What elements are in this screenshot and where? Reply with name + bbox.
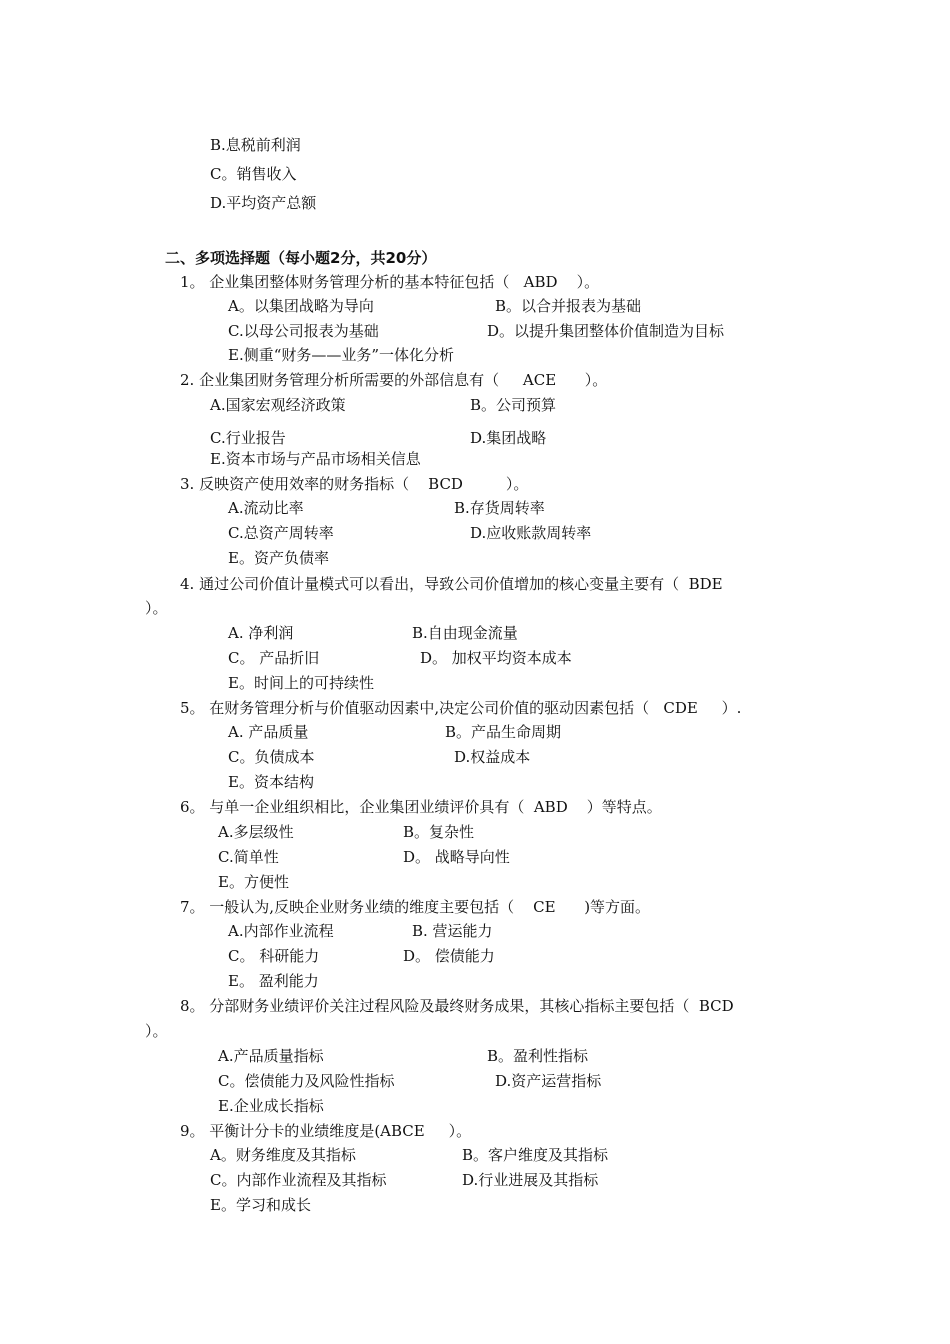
question-8-option-b: B。盈利性指标: [487, 1047, 589, 1065]
question-7-option-b: B. 营运能力: [412, 922, 493, 940]
question-1-stem: 1。 企业集团整体财务管理分析的基本特征包括（ ABD ）。: [180, 273, 600, 291]
question-2-option-a: A.国家宏观经济政策: [210, 396, 346, 414]
question-7-option-e: E。 盈利能力: [228, 972, 319, 990]
question-3-option-a: A.流动比率: [228, 499, 304, 517]
question-2-option-e: E.资本市场与产品市场相关信息: [210, 450, 421, 468]
question-5-option-a: A. 产品质量: [228, 723, 309, 741]
question-4-option-b: B.自由现金流量: [412, 624, 518, 642]
question-8-stem: 8。 分部财务业绩评价关注过程风险及最终财务成果，其核心指标主要包括（ BCD: [180, 997, 734, 1015]
question-8-option-e: E.企业成长指标: [218, 1097, 324, 1115]
question-9-stem: 9。 平衡计分卡的业绩维度是(ABCE ）。: [180, 1122, 472, 1140]
question-1-option-c: C.以母公司报表为基础: [228, 322, 379, 340]
question-1-option-b: B。以合并报表为基础: [495, 297, 642, 315]
question-3-option-b: B.存货周转率: [454, 499, 545, 517]
question-7-option-d: D。 偿债能力: [403, 947, 495, 965]
question-4-option-d: D。 加权平均资本成本: [420, 649, 572, 667]
question-4-stem-cont: ）。: [145, 599, 168, 617]
question-5-option-b: B。产品生命周期: [445, 723, 562, 741]
question-9-option-d: D.行业进展及其指标: [462, 1171, 599, 1189]
question-2-option-b: B。公司预算: [470, 396, 557, 414]
question-8-stem-cont: ）。: [145, 1022, 168, 1040]
question-8-option-a: A.产品质量指标: [218, 1047, 324, 1065]
question-6-option-e: E。方便性: [218, 873, 289, 891]
prev-option-b: B.息税前利润: [210, 136, 301, 154]
question-2-option-d: D.集团战略: [470, 429, 547, 447]
question-2-stem: 2. 企业集团财务管理分析所需要的外部信息有（ ACE ）。: [180, 371, 608, 389]
question-7-option-c: C。 科研能力: [228, 947, 320, 965]
question-3-option-c: C.总资产周转率: [228, 524, 334, 542]
question-8-option-c: C。偿债能力及风险性指标: [218, 1072, 395, 1090]
prev-option-c: C。销售收入: [210, 165, 297, 183]
question-1-option-e: E.侧重“财务——业务”一体化分析: [228, 346, 455, 364]
question-4-stem: 4. 通过公司价值计量模式可以看出，导致公司价值增加的核心变量主要有（ BDE: [180, 575, 723, 593]
prev-option-d: D.平均资产总额: [210, 194, 317, 212]
question-4-option-a: A. 净利润: [228, 624, 294, 642]
question-8-option-d: D.资产运营指标: [495, 1072, 602, 1090]
section-title: 二、多项选择题（每小题2分，共20分）: [165, 249, 437, 267]
question-7-stem: 7。 一般认为,反映企业财务业绩的维度主要包括（ CE )等方面。: [180, 898, 651, 916]
question-9-option-e: E。学习和成长: [210, 1196, 311, 1214]
question-5-option-c: C。负债成本: [228, 748, 315, 766]
question-7-option-a: A.内部作业流程: [228, 922, 334, 940]
question-5-option-e: E。资本结构: [228, 773, 314, 791]
question-6-option-c: C.简单性: [218, 848, 279, 866]
question-3-option-d: D.应收账款周转率: [470, 524, 592, 542]
question-4-option-e: E。时间上的可持续性: [228, 674, 374, 692]
question-2-option-c: C.行业报告: [210, 429, 286, 447]
question-3-stem: 3. 反映资产使用效率的财务指标（ BCD ）。: [180, 475, 529, 493]
question-6-option-b: B。复杂性: [403, 823, 475, 841]
question-5-option-d: D.权益成本: [454, 748, 531, 766]
question-9-option-a: A。财务维度及其指标: [210, 1146, 356, 1164]
question-4-option-c: C。 产品折旧: [228, 649, 320, 667]
question-6-option-a: A.多层级性: [218, 823, 294, 841]
question-6-option-d: D。 战略导向性: [403, 848, 510, 866]
question-1-option-d: D。以提升集团整体价值制造为目标: [487, 322, 725, 340]
question-6-stem: 6。 与单一企业组织相比，企业集团业绩评价具有（ ABD ）等特点。: [180, 798, 662, 816]
question-5-stem: 5。 在财务管理分析与价值驱动因素中,决定公司价值的驱动因素包括（ CDE ）.: [180, 699, 742, 717]
question-3-option-e: E。资产负债率: [228, 549, 329, 567]
question-1-option-a: A。以集团战略为导向: [228, 297, 374, 315]
question-9-option-c: C。内部作业流程及其指标: [210, 1171, 387, 1189]
question-9-option-b: B。客户维度及其指标: [462, 1146, 609, 1164]
